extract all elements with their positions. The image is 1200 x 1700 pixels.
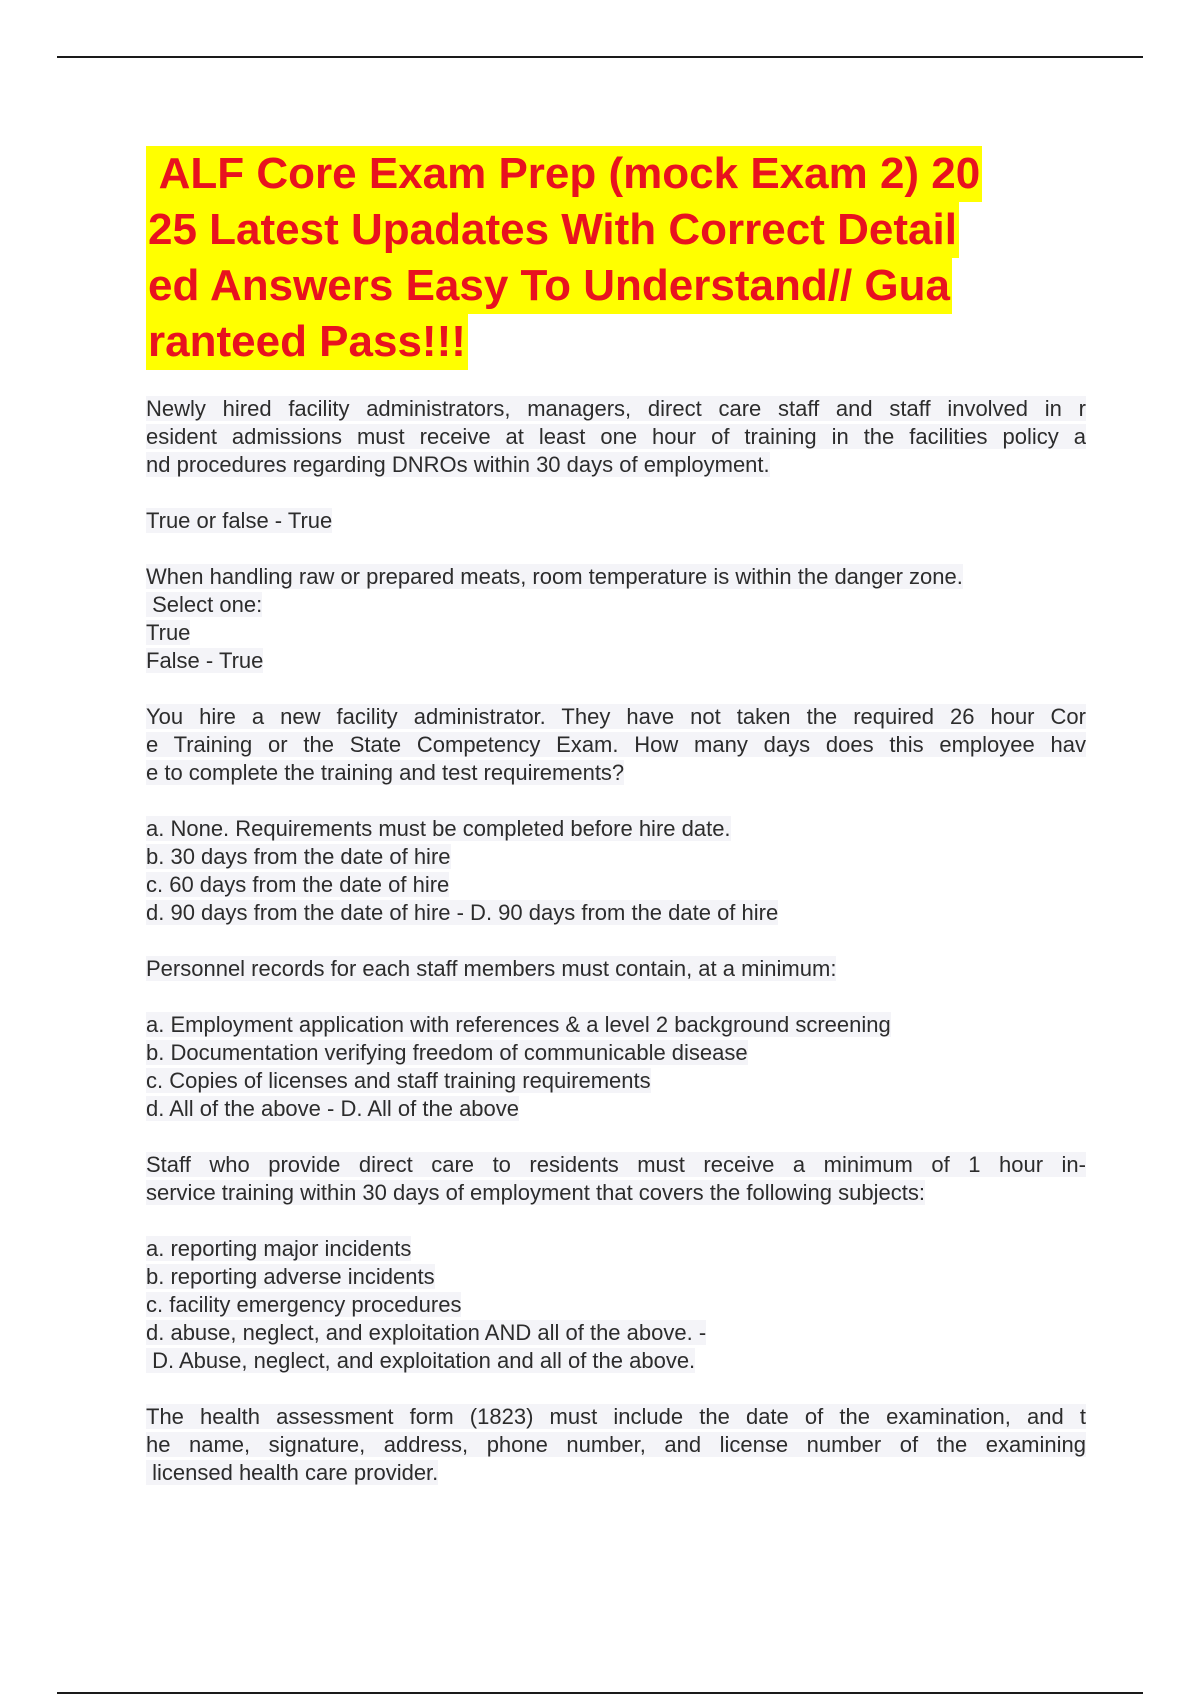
option-line: b. 30 days from the date of hire xyxy=(146,844,451,869)
question-text xyxy=(146,703,1086,787)
answer-options xyxy=(146,1011,1086,1123)
title-line: 25 Latest Upadates With Correct Detail xyxy=(146,202,959,258)
text-line: True or false - True xyxy=(146,508,333,533)
text-line: When handling raw or prepared meats, room temperature is within the danger zone. xyxy=(146,564,963,589)
option-line: d. abuse, neglect, and exploitation AND all of the above. - xyxy=(146,1320,707,1345)
text-line: False - True xyxy=(146,648,264,673)
document-body xyxy=(146,395,1086,1515)
option-line: a. None. Requirements must be completed before hire date. xyxy=(146,816,731,841)
question-text xyxy=(146,395,1086,479)
text-line: Staff who provide direct care to residents must receive a minimum of 1 hour in- xyxy=(146,1152,1086,1177)
option-line: d. All of the above - D. All of the above xyxy=(146,1096,520,1121)
option-line: d. 90 days from the date of hire - D. 90 days from the date of hire xyxy=(146,900,779,925)
text-line: e Training or the State Competency Exam. How many days does this employee hav xyxy=(146,732,1086,757)
question-text xyxy=(146,563,1086,675)
option-line: c. facility emergency procedures xyxy=(146,1292,462,1317)
top-rule xyxy=(57,56,1143,58)
question-text xyxy=(146,1151,1086,1207)
question-text xyxy=(146,1403,1086,1487)
text-line: e to complete the training and test requirements? xyxy=(146,760,625,785)
text-line: licensed health care provider. xyxy=(146,1460,439,1485)
text-line: esident admissions must receive at least one hour of training in the facilities policy a xyxy=(146,424,1086,449)
title-line: ALF Core Exam Prep (mock Exam 2) 20 xyxy=(146,146,982,202)
option-line: D. Abuse, neglect, and exploitation and all of the above. xyxy=(146,1348,696,1373)
text-line: Newly hired facility administrators, managers, direct care staff and staff involved in r xyxy=(146,396,1086,421)
text-line: True xyxy=(146,620,191,645)
text-line: nd procedures regarding DNROs within 30 days of employment. xyxy=(146,452,770,477)
option-line: c. 60 days from the date of hire xyxy=(146,872,450,897)
document-title xyxy=(146,146,1046,370)
answer-options xyxy=(146,1235,1086,1375)
option-line: b. Documentation verifying freedom of communicable disease xyxy=(146,1040,748,1065)
text-line: service training within 30 days of employment that covers the following subjects: xyxy=(146,1180,925,1205)
answer-options xyxy=(146,815,1086,927)
text-line: Personnel records for each staff members must contain, at a minimum: xyxy=(146,956,837,981)
text-line: he name, signature, address, phone number, and license number of the examining xyxy=(146,1432,1086,1457)
option-line: c. Copies of licenses and staff training requirements xyxy=(146,1068,651,1093)
option-line: b. reporting adverse incidents xyxy=(146,1264,435,1289)
option-line: a. reporting major incidents xyxy=(146,1236,412,1261)
text-line: Select one: xyxy=(146,592,263,617)
option-line: a. Employment application with references & a level 2 background screening xyxy=(146,1012,891,1037)
bottom-rule xyxy=(57,1692,1143,1694)
question-text xyxy=(146,955,1086,983)
text-line: The health assessment form (1823) must include the date of the examination, and t xyxy=(146,1404,1086,1429)
answer-text xyxy=(146,507,1086,535)
title-line: ed Answers Easy To Understand// Gua xyxy=(146,258,952,314)
text-line: You hire a new facility administrator. They have not taken the required 26 hour Cor xyxy=(146,704,1086,729)
title-line: ranteed Pass!!! xyxy=(146,314,468,370)
